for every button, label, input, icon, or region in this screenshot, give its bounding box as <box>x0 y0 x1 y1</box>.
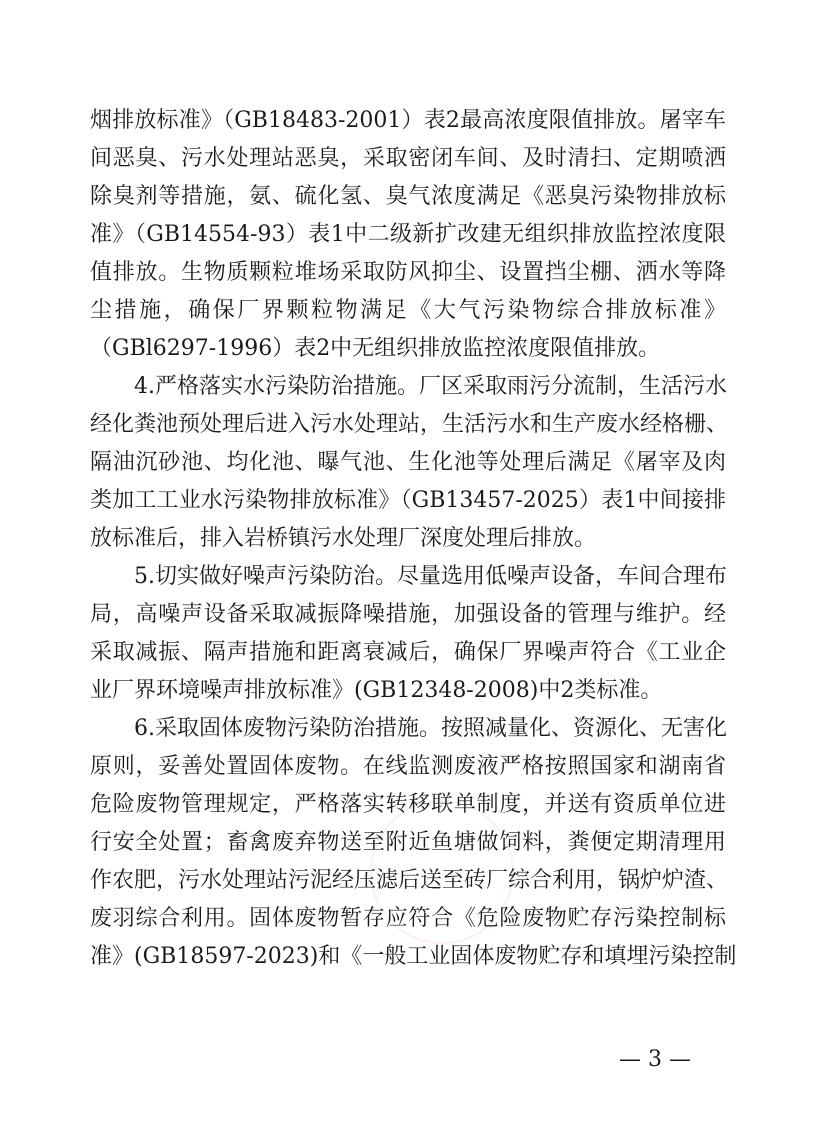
text-line: 6.采取固体废物污染防治措施。按照减量化、资源化、无害化 <box>134 716 727 741</box>
text-line: 类加工工业水污染物排放标准》（GB13457-2025）表1中间接排 <box>90 488 726 513</box>
text-line: 作农肥，污水处理站污泥经压滤后送至砖厂综合利用，锅炉炉渣、 <box>90 868 729 893</box>
text-line: 业厂界环境噪声排放标准》(GB12348-2008)中2类标准。 <box>90 678 663 703</box>
text-line: 准》(GB18597-2023)和《一般工业固体废物贮存和填埋污染控制 <box>90 944 737 969</box>
text-line: 准》（GB14554-93）表1中二级新扩改建无组织排放监控浓度限 <box>90 222 726 247</box>
page-number: — 3 — <box>619 1047 691 1072</box>
text-line: 行安全处置；畜禽废弃物送至附近鱼塘做饲料，粪便定期清理用 <box>90 830 726 855</box>
text-line: 间恶臭、污水处理站恶臭，采取密闭车间、及时清扫、定期喷洒 <box>90 146 726 171</box>
text-line: 原则，妥善处置固体废物。在线监测废液严格按照国家和湖南省 <box>90 754 726 779</box>
text-line: 烟排放标准》（GB18483-2001）表2最高浓度限值排放。屠宰车 <box>90 108 726 133</box>
text-line: 5.切实做好噪声污染防治。尽量选用低噪声设备，车间合理布 <box>134 564 727 589</box>
text-line: （GBl6297-1996）表2中无组织排放监控浓度限值排放。 <box>90 336 661 361</box>
text-line: 值排放。生物质颗粒堆场采取防风抑尘、设置挡尘棚、洒水等降 <box>90 260 726 285</box>
text-line: 放标准后，排入岩桥镇污水处理厂深度处理后排放。 <box>90 526 597 551</box>
text-line: 4.严格落实水污染防治措施。厂区采取雨污分流制，生活污水 <box>134 374 727 399</box>
text-line: 经化粪池预处理后进入污水处理站，生活污水和生产废水经格栅、 <box>90 412 729 437</box>
text-line: 局，高噪声设备采取减振降噪措施，加强设备的管理与维护。经 <box>90 602 726 627</box>
text-line: 除臭剂等措施，氨、硫化氢、臭气浓度满足《恶臭污染物排放标 <box>90 184 726 209</box>
text-line: 危险废物管理规定，严格落实转移联单制度，并送有资质单位进 <box>90 792 726 817</box>
text-line: 采取减振、隔声措施和距离衰减后，确保厂界噪声符合《工业企 <box>90 640 726 665</box>
text-line: 尘措施，确保厂界颗粒物满足《大气污染物综合排放标准》 <box>90 298 726 323</box>
text-line: 隔油沉砂池、均化池、曝气池、生化池等处理后满足《屠宰及肉 <box>90 450 726 475</box>
text-line: 废羽综合利用。固体废物暂存应符合《危险废物贮存污染控制标 <box>90 906 726 931</box>
